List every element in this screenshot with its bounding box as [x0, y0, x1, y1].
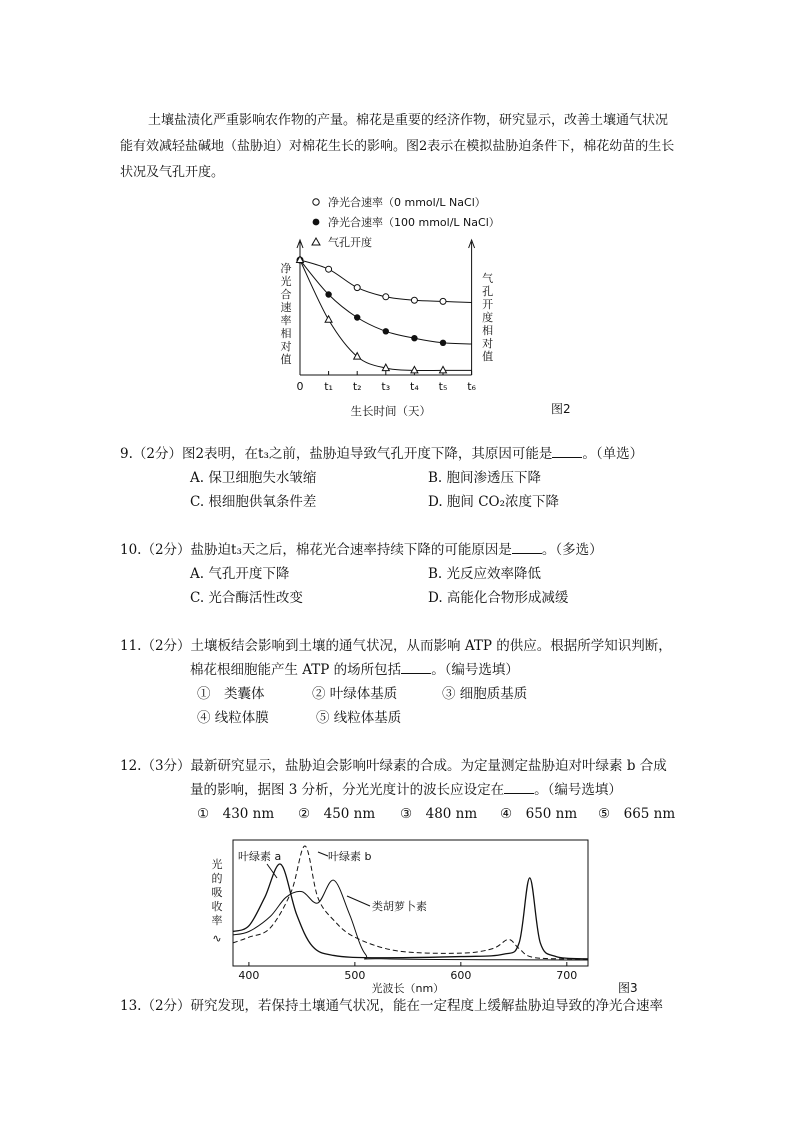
q11-tail: 。（编号选填）	[431, 662, 519, 678]
q12-option-4[interactable]: ④ 650 nm	[500, 806, 578, 822]
x-tick-label: t₁	[324, 380, 333, 393]
label-chlorophyll-a: 叶绿素 a	[238, 850, 282, 863]
right-axis-label-char: 对	[482, 337, 494, 350]
data-point-filled-circle	[383, 328, 389, 334]
figure-3-chart	[205, 838, 655, 998]
legend-marker-triangle	[312, 238, 320, 245]
series-line-triangle	[300, 260, 472, 371]
data-point-triangle	[440, 366, 447, 373]
left-axis-label-char: 光	[280, 275, 292, 288]
data-point-filled-circle	[411, 335, 417, 341]
legend-label-2: 净光合速率（100 mmol/L NaCl）	[328, 216, 500, 229]
x-tick-label: 500	[344, 969, 366, 982]
axis-break-mark: ∿	[212, 932, 222, 945]
left-axis-label-char: 净	[280, 262, 292, 275]
left-axis-label-char: 相	[280, 327, 292, 340]
q9-stem: 9.（2分）图2表明，在t₃之前，盐胁迫导致气孔开度下降，其原因可能是	[120, 446, 553, 462]
right-axis-label-char: 气	[482, 272, 494, 285]
x-tick-label: 400	[238, 969, 260, 982]
left-axis-label-char: 速	[280, 301, 292, 314]
q11-option-1[interactable]: ① 类囊体	[197, 686, 265, 702]
left-axis-label-char: 值	[280, 353, 292, 366]
x-tick-label: 600	[450, 969, 472, 982]
q10-option-c[interactable]: C. 光合酶活性改变	[190, 590, 303, 606]
q9-tail: 。（单选）	[582, 446, 644, 462]
y-axis-label-char: 的	[211, 872, 223, 885]
q10-option-b[interactable]: B. 光反应效率降低	[428, 566, 542, 582]
data-point-filled-circle	[354, 314, 360, 320]
x-axis-title: 光波长（nm）	[371, 982, 445, 995]
right-axis-label-char: 值	[482, 350, 494, 363]
q10-option-a[interactable]: A. 气孔开度下降	[190, 566, 290, 582]
x-tick-label: t₄	[410, 380, 419, 393]
q10-option-d[interactable]: D. 高能化合物形成减缓	[428, 590, 569, 606]
q10-tail: 。（多选）	[541, 542, 603, 558]
y-axis-label-char: 光	[211, 858, 223, 871]
leader-chlorophyll-a	[267, 864, 277, 878]
figure-2-caption: 图2	[551, 402, 571, 416]
q10-stem: 10.（2分）盐胁迫t₃天之后，棉花光合速率持续下降的可能原因是	[120, 542, 512, 558]
question-12	[120, 754, 690, 826]
q12-tail: 。（编号选填）	[534, 782, 622, 798]
q11-line1: 11.（2分）土壤板结会影响到土壤的通气状况，从而影响 ATP 的供应。根据所学知识判断，	[120, 638, 672, 654]
leader-chlorophyll-b	[318, 852, 328, 856]
x-tick-label: t₂	[352, 380, 362, 393]
q11-line2: 棉花根细胞能产生 ATP 的场所包括	[190, 662, 402, 678]
q13-line1: 13.（2分）研究发现，若保持土壤通气状况，能在一定程度上缓解盐胁迫导致的净光合速率	[120, 998, 664, 1014]
question-9	[120, 442, 690, 514]
question-11	[120, 634, 690, 730]
figure-3-caption: 图3	[618, 981, 638, 995]
y-axis-label-char: 吸	[211, 886, 223, 899]
right-axis-label-char: 开	[482, 298, 494, 311]
intro-paragraph: 土壤盐渍化严重影响农作物的产量。棉花是重要的经济作物，研究显示，改善土壤通气状况能有效减轻盐碱地（盐胁迫）对棉花生长的影响。图2表示在模拟盐胁迫条件下，棉花幼苗的生长状况及气孔开度。	[120, 113, 675, 180]
data-point-open-circle	[354, 285, 360, 291]
data-point-open-circle	[383, 294, 389, 300]
data-point-filled-circle	[325, 291, 331, 297]
q11-option-4[interactable]: ④ 线粒体膜	[197, 710, 269, 726]
right-axis-label-char: 相	[482, 324, 494, 337]
x-tick-label: t₅	[438, 380, 448, 393]
legend-marker-open-circle	[313, 199, 319, 205]
x-tick-label: 700	[556, 969, 578, 982]
data-point-triangle	[354, 353, 361, 360]
data-point-open-circle	[440, 298, 446, 304]
q12-answer-blank[interactable]	[504, 779, 534, 794]
data-point-filled-circle	[440, 340, 446, 346]
q9-option-d[interactable]: D. 胞间 CO₂浓度下降	[428, 494, 560, 510]
legend-label-1: 净光合速率（0 mmol/L NaCl）	[328, 196, 486, 209]
left-axis-label-char: 率	[280, 314, 292, 327]
x-tick-label: t₆	[467, 380, 476, 393]
carotenoid-curve	[233, 880, 588, 960]
y-axis-label-char: 收	[211, 900, 223, 913]
q10-answer-blank[interactable]	[512, 539, 542, 554]
q11-option-2[interactable]: ② 叶绿体基质	[312, 686, 398, 702]
label-carotenoid: 类胡萝卜素	[372, 900, 427, 913]
x-tick-label: 0	[296, 380, 304, 393]
q9-option-b[interactable]: B. 胞间渗透压下降	[428, 470, 542, 486]
label-chlorophyll-b: 叶绿素 b	[328, 850, 372, 863]
left-axis-label-char: 合	[280, 288, 292, 301]
y-axis-label-char: 率	[211, 914, 223, 927]
legend-marker-filled-circle	[313, 219, 320, 226]
x-axis-title: 生长时间（天）	[350, 404, 432, 418]
q12-option-1[interactable]: ① 430 nm	[197, 806, 275, 822]
q11-option-5[interactable]: ⑤ 线粒体基质	[316, 710, 402, 726]
question-13	[120, 994, 690, 1018]
data-point-triangle	[325, 316, 332, 323]
leader-carotenoid	[347, 896, 370, 906]
q9-answer-blank[interactable]	[552, 443, 582, 458]
q9-option-a[interactable]: A. 保卫细胞失水皱缩	[190, 470, 317, 486]
x-tick-label: t₃	[381, 380, 391, 393]
q12-line1: 12.（3分）最新研究显示，盐胁迫会影响叶绿素的合成。为定量测定盐胁迫对叶绿素 b 合成	[120, 758, 667, 774]
data-point-triangle	[411, 366, 418, 373]
data-point-open-circle	[411, 297, 417, 303]
question-10	[120, 538, 690, 610]
q9-option-c[interactable]: C. 根细胞供氧条件差	[190, 494, 317, 510]
legend-label-3: 气孔开度	[328, 236, 372, 249]
q12-line2: 量的影响，据图 3 分析，分光光度计的波长应设定在	[190, 782, 505, 798]
data-point-open-circle	[326, 266, 332, 272]
left-axis-label-char: 对	[280, 340, 292, 353]
figure-2-chart	[270, 190, 580, 420]
q11-answer-blank[interactable]	[401, 659, 431, 674]
right-axis-label-char: 孔	[482, 285, 494, 298]
q11-option-3[interactable]: ③ 细胞质基质	[442, 686, 528, 702]
right-axis-label-char: 度	[482, 311, 494, 324]
q12-option-3[interactable]: ③ 480 nm	[400, 806, 478, 822]
q12-option-5[interactable]: ⑤ 665 nm	[598, 806, 676, 822]
q12-option-2[interactable]: ② 450 nm	[298, 806, 376, 822]
